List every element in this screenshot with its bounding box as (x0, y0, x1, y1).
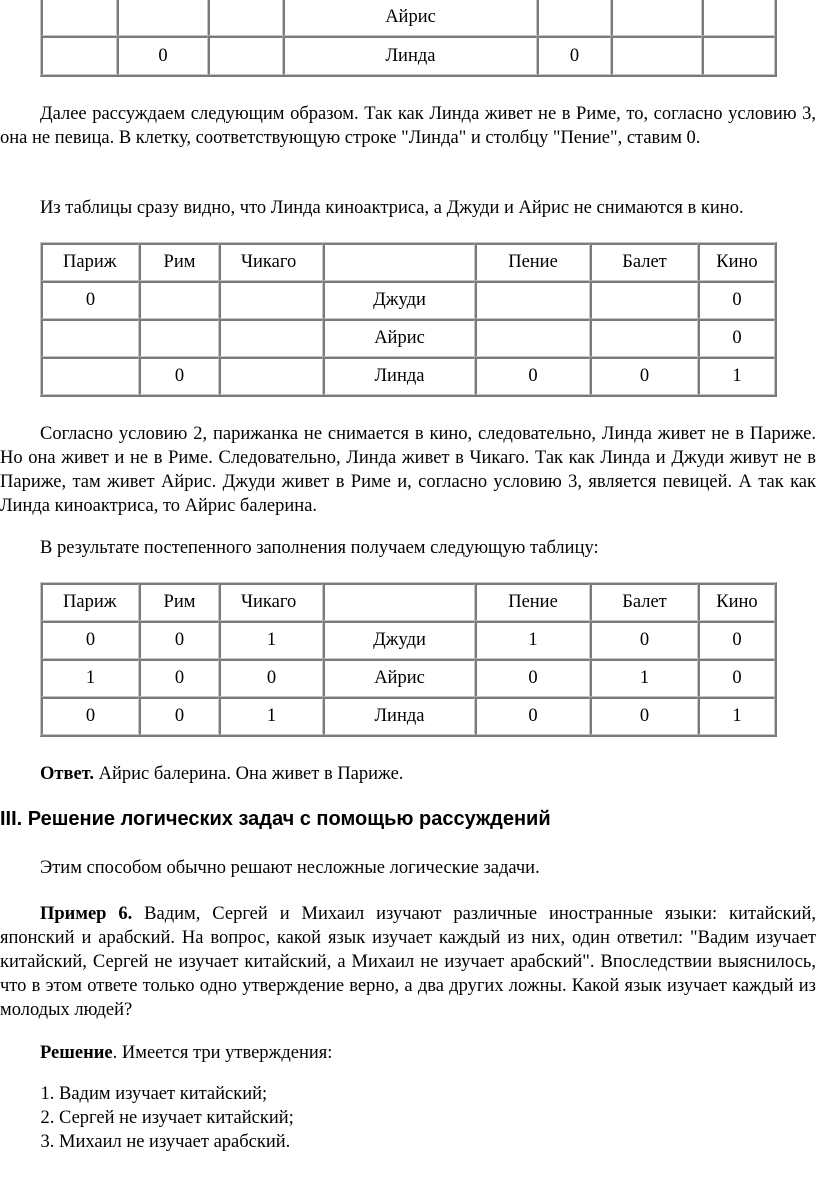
table-header-cell: Кино (698, 243, 775, 281)
list-item: 3. Михаил не изучает арабский. (59, 1130, 294, 1154)
table-cell (611, 36, 702, 75)
logic-table-final (40, 582, 777, 737)
table-cell (219, 319, 323, 357)
table-cell: Линда (323, 697, 475, 735)
solution-label: Решение (40, 1043, 113, 1063)
table-cell: 0 (139, 697, 219, 735)
table-header-cell (323, 583, 475, 621)
table-cell: 1 (219, 697, 323, 735)
table-header-cell: Рим (139, 243, 219, 281)
table-header-row (41, 583, 775, 621)
table-header-cell: Пение (475, 583, 590, 621)
paragraph-method: Этим способом обычно решают несложные логические задачи. (40, 858, 540, 878)
list-item: 2. Сергей не изучает китайский; (59, 1106, 294, 1130)
table-cell: 0 (590, 621, 698, 659)
table-cell (139, 319, 219, 357)
table-row (41, 659, 775, 697)
table-cell: Айрис (283, 0, 537, 36)
table-cell: 0 (475, 697, 590, 735)
table-cell: 0 (475, 659, 590, 697)
table-row (41, 621, 775, 659)
table-cell: 0 (537, 36, 611, 75)
table-cell (475, 319, 590, 357)
table-cell: 0 (590, 357, 698, 395)
table-cell: 0 (698, 281, 775, 319)
table-cell (219, 357, 323, 395)
table-header-cell: Париж (41, 583, 139, 621)
table-header-cell: Кино (698, 583, 775, 621)
table-cell (219, 281, 323, 319)
table-cell (208, 36, 283, 75)
table-cell: 0 (475, 357, 590, 395)
table-cell (611, 0, 702, 36)
statements-list (0, 1082, 294, 1154)
table-cell: 1 (219, 621, 323, 659)
table-cell: 1 (698, 357, 775, 395)
table-cell: Линда (283, 36, 537, 75)
table-cell: 0 (139, 357, 219, 395)
logic-table-intermediate (40, 242, 777, 397)
table-header-cell: Чикаго (219, 583, 323, 621)
table-cell: 0 (698, 621, 775, 659)
table-cell: 0 (41, 697, 139, 735)
table-header-cell: Рим (139, 583, 219, 621)
table-cell (41, 319, 139, 357)
table-cell: 0 (698, 319, 775, 357)
table-cell (537, 0, 611, 36)
table-cell: 0 (41, 281, 139, 319)
example-text: Вадим, Сергей и Михаил изучают различные иностранные языки: китайский, японский и арабский. На вопрос, какой язык изучает каждый из них, один ответил: "Вадим изучает китайский, Сергей не изучает китайский, а Михаил не изучает арабский". Впоследствии выяснилось, что в этом ответе только одно утверждение верно, а два других ложны. Какой язык изучает каждый из молодых людей? (0, 904, 816, 1020)
paragraph-reasoning: Далее рассуждаем следующим образом. Так как Линда живет не в Риме, то, согласно условию 3, она не певица. В клетку, соответствующую строке "Линда" и столбцу "Пение", ставим 0. (0, 104, 816, 148)
table-row (41, 357, 775, 395)
table-header-cell: Балет (590, 583, 698, 621)
table-cell (41, 36, 117, 75)
table-cell (590, 319, 698, 357)
example-paragraph (0, 902, 816, 1022)
solution-paragraph (0, 1041, 816, 1065)
table-header-cell: Балет (590, 243, 698, 281)
table-cell (475, 281, 590, 319)
table-header-cell: Пение (475, 243, 590, 281)
table-cell: 0 (698, 659, 775, 697)
answer-paragraph (0, 762, 816, 786)
table-cell: 1 (698, 697, 775, 735)
table-cell: 0 (139, 659, 219, 697)
table-cell: 1 (590, 659, 698, 697)
table-cell: Джуди (323, 281, 475, 319)
table-cell: Айрис (323, 319, 475, 357)
table-cell: Айрис (323, 659, 475, 697)
table-cell: 1 (475, 621, 590, 659)
paragraph-observation: Из таблицы сразу видно, что Линда киноактриса, а Джуди и Айрис не снимаются в кино. (40, 198, 744, 218)
answer-text: Айрис балерина. Она живет в Париже. (94, 764, 404, 784)
solution-text: . Имеется три утверждения: (112, 1043, 333, 1063)
table-cell (208, 0, 283, 36)
table-cell: 0 (590, 697, 698, 735)
table-cell (702, 0, 775, 36)
table-cell: 1 (41, 659, 139, 697)
table-cell: Джуди (323, 621, 475, 659)
table-cell (41, 357, 139, 395)
table-row (41, 697, 775, 735)
list-item: 1. Вадим изучает китайский; (59, 1082, 294, 1106)
table-header-cell (323, 243, 475, 281)
paragraph-conclusion: Согласно условию 2, парижанка не снимается в кино, следовательно, Линда живет не в Париже. Но она живет и не в Риме. Следовательно, Линда живет в Чикаго. Так как Линда и Джуди живут не в Париже, там живет Айрис. Джуди живет в Риме и, согласно условию 3, является певицей. А так как Линда киноактриса, то Айрис балерина. (0, 424, 816, 516)
table-cell (590, 281, 698, 319)
partial-table-top (40, 0, 777, 77)
answer-label: Ответ. (40, 764, 95, 784)
table-cell: Линда (323, 357, 475, 395)
table-cell: 0 (219, 659, 323, 697)
table-cell (702, 36, 775, 75)
table-row (41, 36, 775, 75)
table-row (41, 281, 775, 319)
table-cell: 0 (117, 36, 208, 75)
section-heading: III. Решение логических задач с помощью рассуждений (0, 808, 551, 830)
table-row (41, 0, 775, 36)
table-cell: 0 (41, 621, 139, 659)
table-header-row (41, 243, 775, 281)
table-header-cell: Париж (41, 243, 139, 281)
table-cell (139, 281, 219, 319)
table-cell (41, 0, 117, 36)
table-cell: 0 (139, 621, 219, 659)
table-row (41, 319, 775, 357)
example-label: Пример 6. (40, 904, 133, 924)
paragraph-result-intro: В результате постепенного заполнения получаем следующую таблицу: (40, 538, 599, 558)
table-cell (117, 0, 208, 36)
table-header-cell: Чикаго (219, 243, 323, 281)
